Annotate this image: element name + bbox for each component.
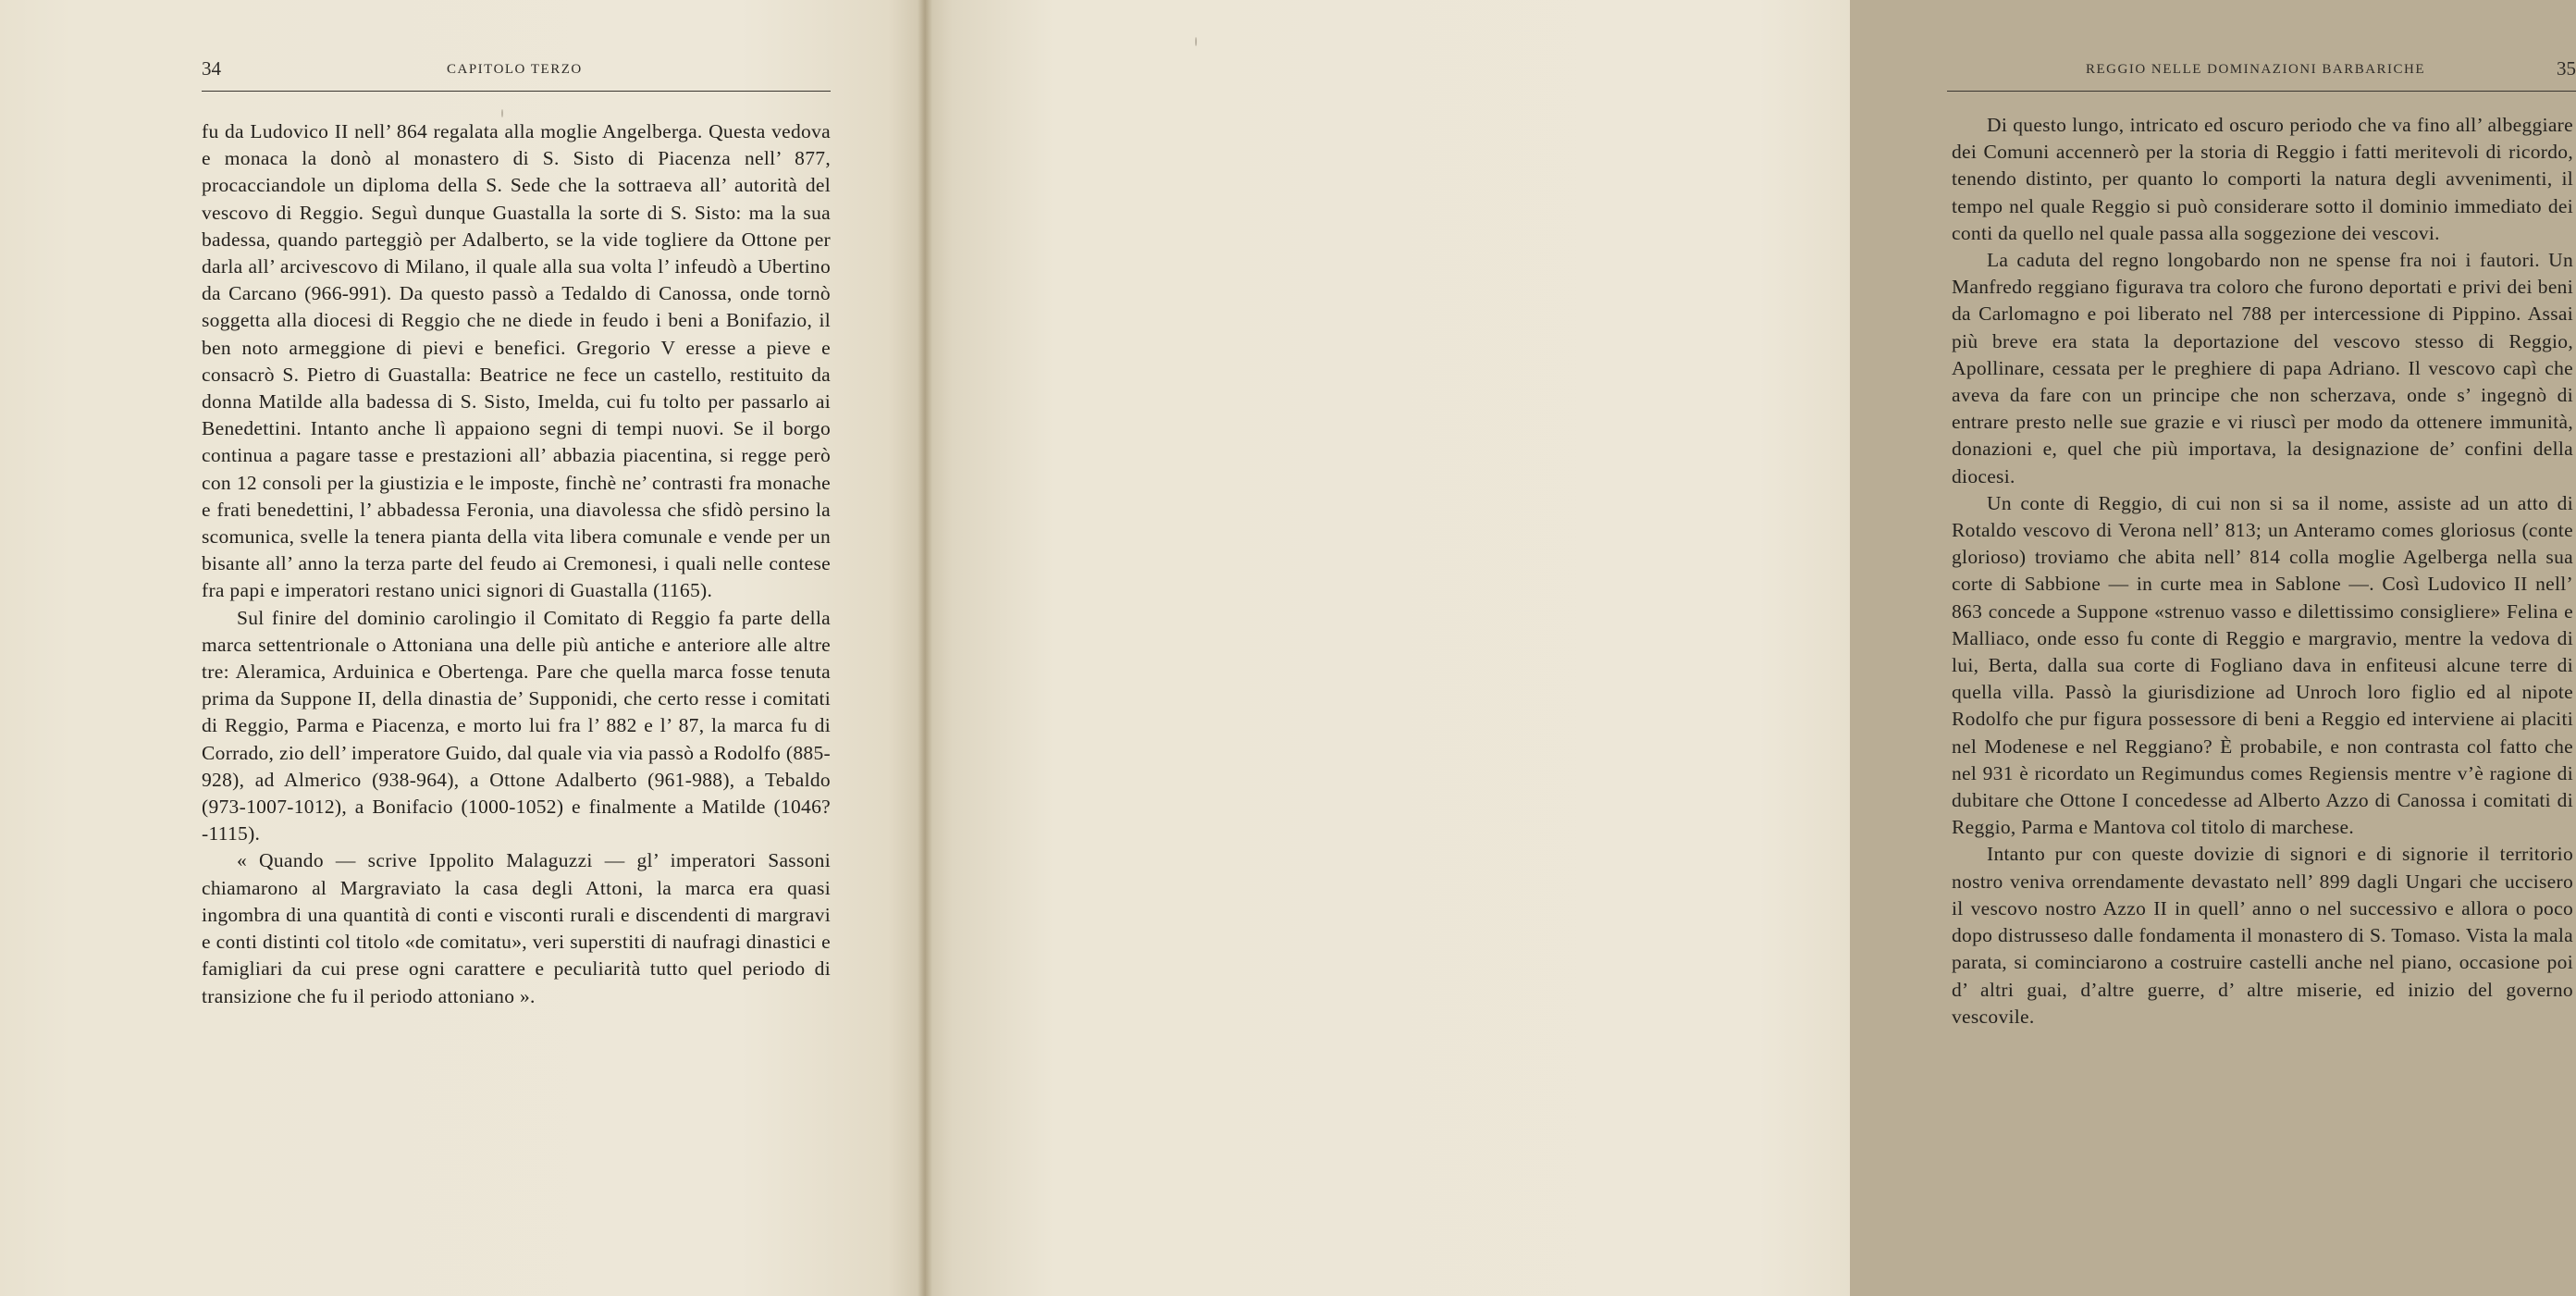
book-gutter: [918, 0, 932, 1296]
paper-speck: [501, 109, 503, 117]
paragraph: « Quando — scrive Ippolito Malaguzzi — gl’ imperatori Sassoni chiamarono al Margraviato la casa degli Attoni, la marca era quasi ingombra di una quantità di conti e visconti rurali e discendenti di margravi e conti distinti col titolo «de comitatu», veri superstiti di naufragi dinastici e famigliari da cui prese ogni carattere e peculiarità tutto quel periodo di transizione che fu il periodo attoniano ».: [202, 849, 831, 1007]
paragraph: Di questo lungo, intricato ed oscuro periodo che va fino all’ albeggiare dei Comuni accennerò per la storia di Reggio i fatti meritevoli di ricordo, tenendo distinto, per quanto lo comporti la natura degli avvenimenti, il tempo nel quale Reggio si può considerare sotto il dominio immediato dei conti da quello nel quale passa alla soggezione dei vescovi.: [1952, 114, 2573, 244]
paragraph: Un conte di Reggio, di cui non si sa il nome, assiste ad un atto di Rotaldo vescovo di Verona nell’ 813; un Anteramo comes gloriosus (conte glorioso) troviamo che abita nell’ 814 colla moglie Agelberga nella sua corte di Sabbione — in curte mea in Sablone —. Così Ludovico II nell’ 863 concede a Suppone «strenuo vasso e dilettissimo consigliere» Felina e Malliaco, onde esso fu conte di Reggio e margravio, mentre la vedova di lui, Berta, dalla sua corte di Fogliano dava in enfiteusi alcune terre di quella villa. Passò la giurisdizione ad Unroch loro figlio ed al nipote Rodolfo che pur figura possessore di beni a Reggio ed interviene ai placiti nel Modenese e nel Reggiano? È probabile, e non contrasta col fatto che nel 931 è ricordato un Regimundus comes Regiensis mentre v’è ragione di dubitare che Ottone I concedesse ad Alberto Azzo di Canossa i comitati di Reggio, Parma e Mantova col titolo di marchese.: [1952, 491, 2573, 839]
left-page-header: [202, 57, 831, 92]
paragraph: fu da Ludovico II nell’ 864 regalata alla moglie Angelberga. Questa vedova e monaca la donò al monastero di S. Sisto di Piacenza nell’ 877, procacciandole un diploma della S. Sede che la sottraeva all’ autorità del vescovo di Reggio. Seguì dunque Guastalla la sorte di S. Sisto: ma la sua badessa, quando parteggiò per Adalberto, se la vide togliere da Ottone per darla all’ arcivescovo di Milano, il quale alla sua volta l’ infeudò a Ubertino da Carcano (966-991). Da questo passò a Tedaldo di Canossa, onde tornò soggetta alla diocesi di Reggio che ne diede in feudo i beni a Bonifazio, il ben noto armeggione di pievi e benefici. Gregorio V eresse a pieve e consacrò S. Pietro di Guastalla: Beatrice ne fece un castello, restituito da donna Matilde alla badessa di S. Sisto, Imelda, cui fu tolto per passarlo ai Benedettini. Intanto anche lì appaiono segni di tempi nuovi. Se il borgo continua a pagare tasse e prestazioni all’ abbazia piacentina, si regge però con 12 consoli per la giustizia e le imposte, finchè ne’ contrasti fra monache e frati benedettini, l’ abbadessa Feronia, una diavolessa che sfidò persino la scomunica, svelle la tenera pianta della vita libera comunale e vende per un bisante all’ anno la terza parte del feudo ai Cremonesi, i quali nelle contese fra papi e imperatori restano unici signori di Guastalla (1165).: [202, 120, 831, 602]
page-number: 35: [2557, 57, 2576, 80]
running-head: CAPITOLO TERZO: [447, 62, 583, 77]
left-page: [0, 0, 925, 1296]
paragraph: La caduta del regno longobardo non ne spense fra noi i fautori. Un Manfredo reggiano figurava tra coloro che furono deportati e privi dei beni da Carlomagno e poi liberato nel 788 per intercessione di Pippino. Assai più breve era stata la deportazione del vescovo stesso di Reggio, Apollinare, cessata per le preghiere di papa Adriano. Il vescovo capì che aveva da fare con un principe che non scherzava, onde s’ ingegnò di entrare presto nelle sue grazie e vi riuscì per modo da ottenere immunità, donazioni e, quel che più importava, la designazione de’ confini della diocesi.: [1952, 249, 2573, 488]
paragraph: Sul finire del dominio carolingio il Comitato di Reggio fa parte della marca settentrionale o Attoniana una delle più antiche e anteriore alle altre tre: Aleramica, Arduinica e Obertenga. Pare che quella marca fosse tenuta prima da Suppone II, della dinastia de’ Supponidi, che certo resse i comitati di Reggio, Parma e Piacenza, e morto lui fra l’ 882 e l’ 87, la marca fu di Corrado, zio dell’ imperatore Guido, dal quale via via passò a Rodolfo (885-928), ad Almerico (938-964), a Ottone Adalberto (961-988), a Tebaldo (973-1007-1012), a Bonifacio (1000-1052) e finalmente a Matilde (1046?-1115).: [202, 606, 831, 845]
page-number: 34: [202, 57, 221, 80]
right-page: [925, 0, 2576, 1296]
right-page-body: [1952, 112, 2573, 1031]
paragraph: Intanto pur con queste dovizie di signori e di signorie il territorio nostro veniva orrendamente devastato nell’ 899 dagli Ungari che uccisero il vescovo nostro Azzo II in quell’ anno o nel successivo e allora o poco dopo distrusseso dalle fondamenta il monastero di S. Tomaso. Vista la mala parata, si cominciarono a costruire castelli anche nel piano, occasione poi d’ altri guai, d’altre guerre, d’ altre miserie, ed inizio del governo vescovile.: [1952, 843, 2573, 1028]
running-head: REGGIO NELLE DOMINAZIONI BARBARICHE: [2086, 62, 2426, 77]
right-page-header: [1947, 57, 2576, 92]
left-page-body: [202, 118, 831, 1010]
paper-speck: [1195, 37, 1197, 46]
